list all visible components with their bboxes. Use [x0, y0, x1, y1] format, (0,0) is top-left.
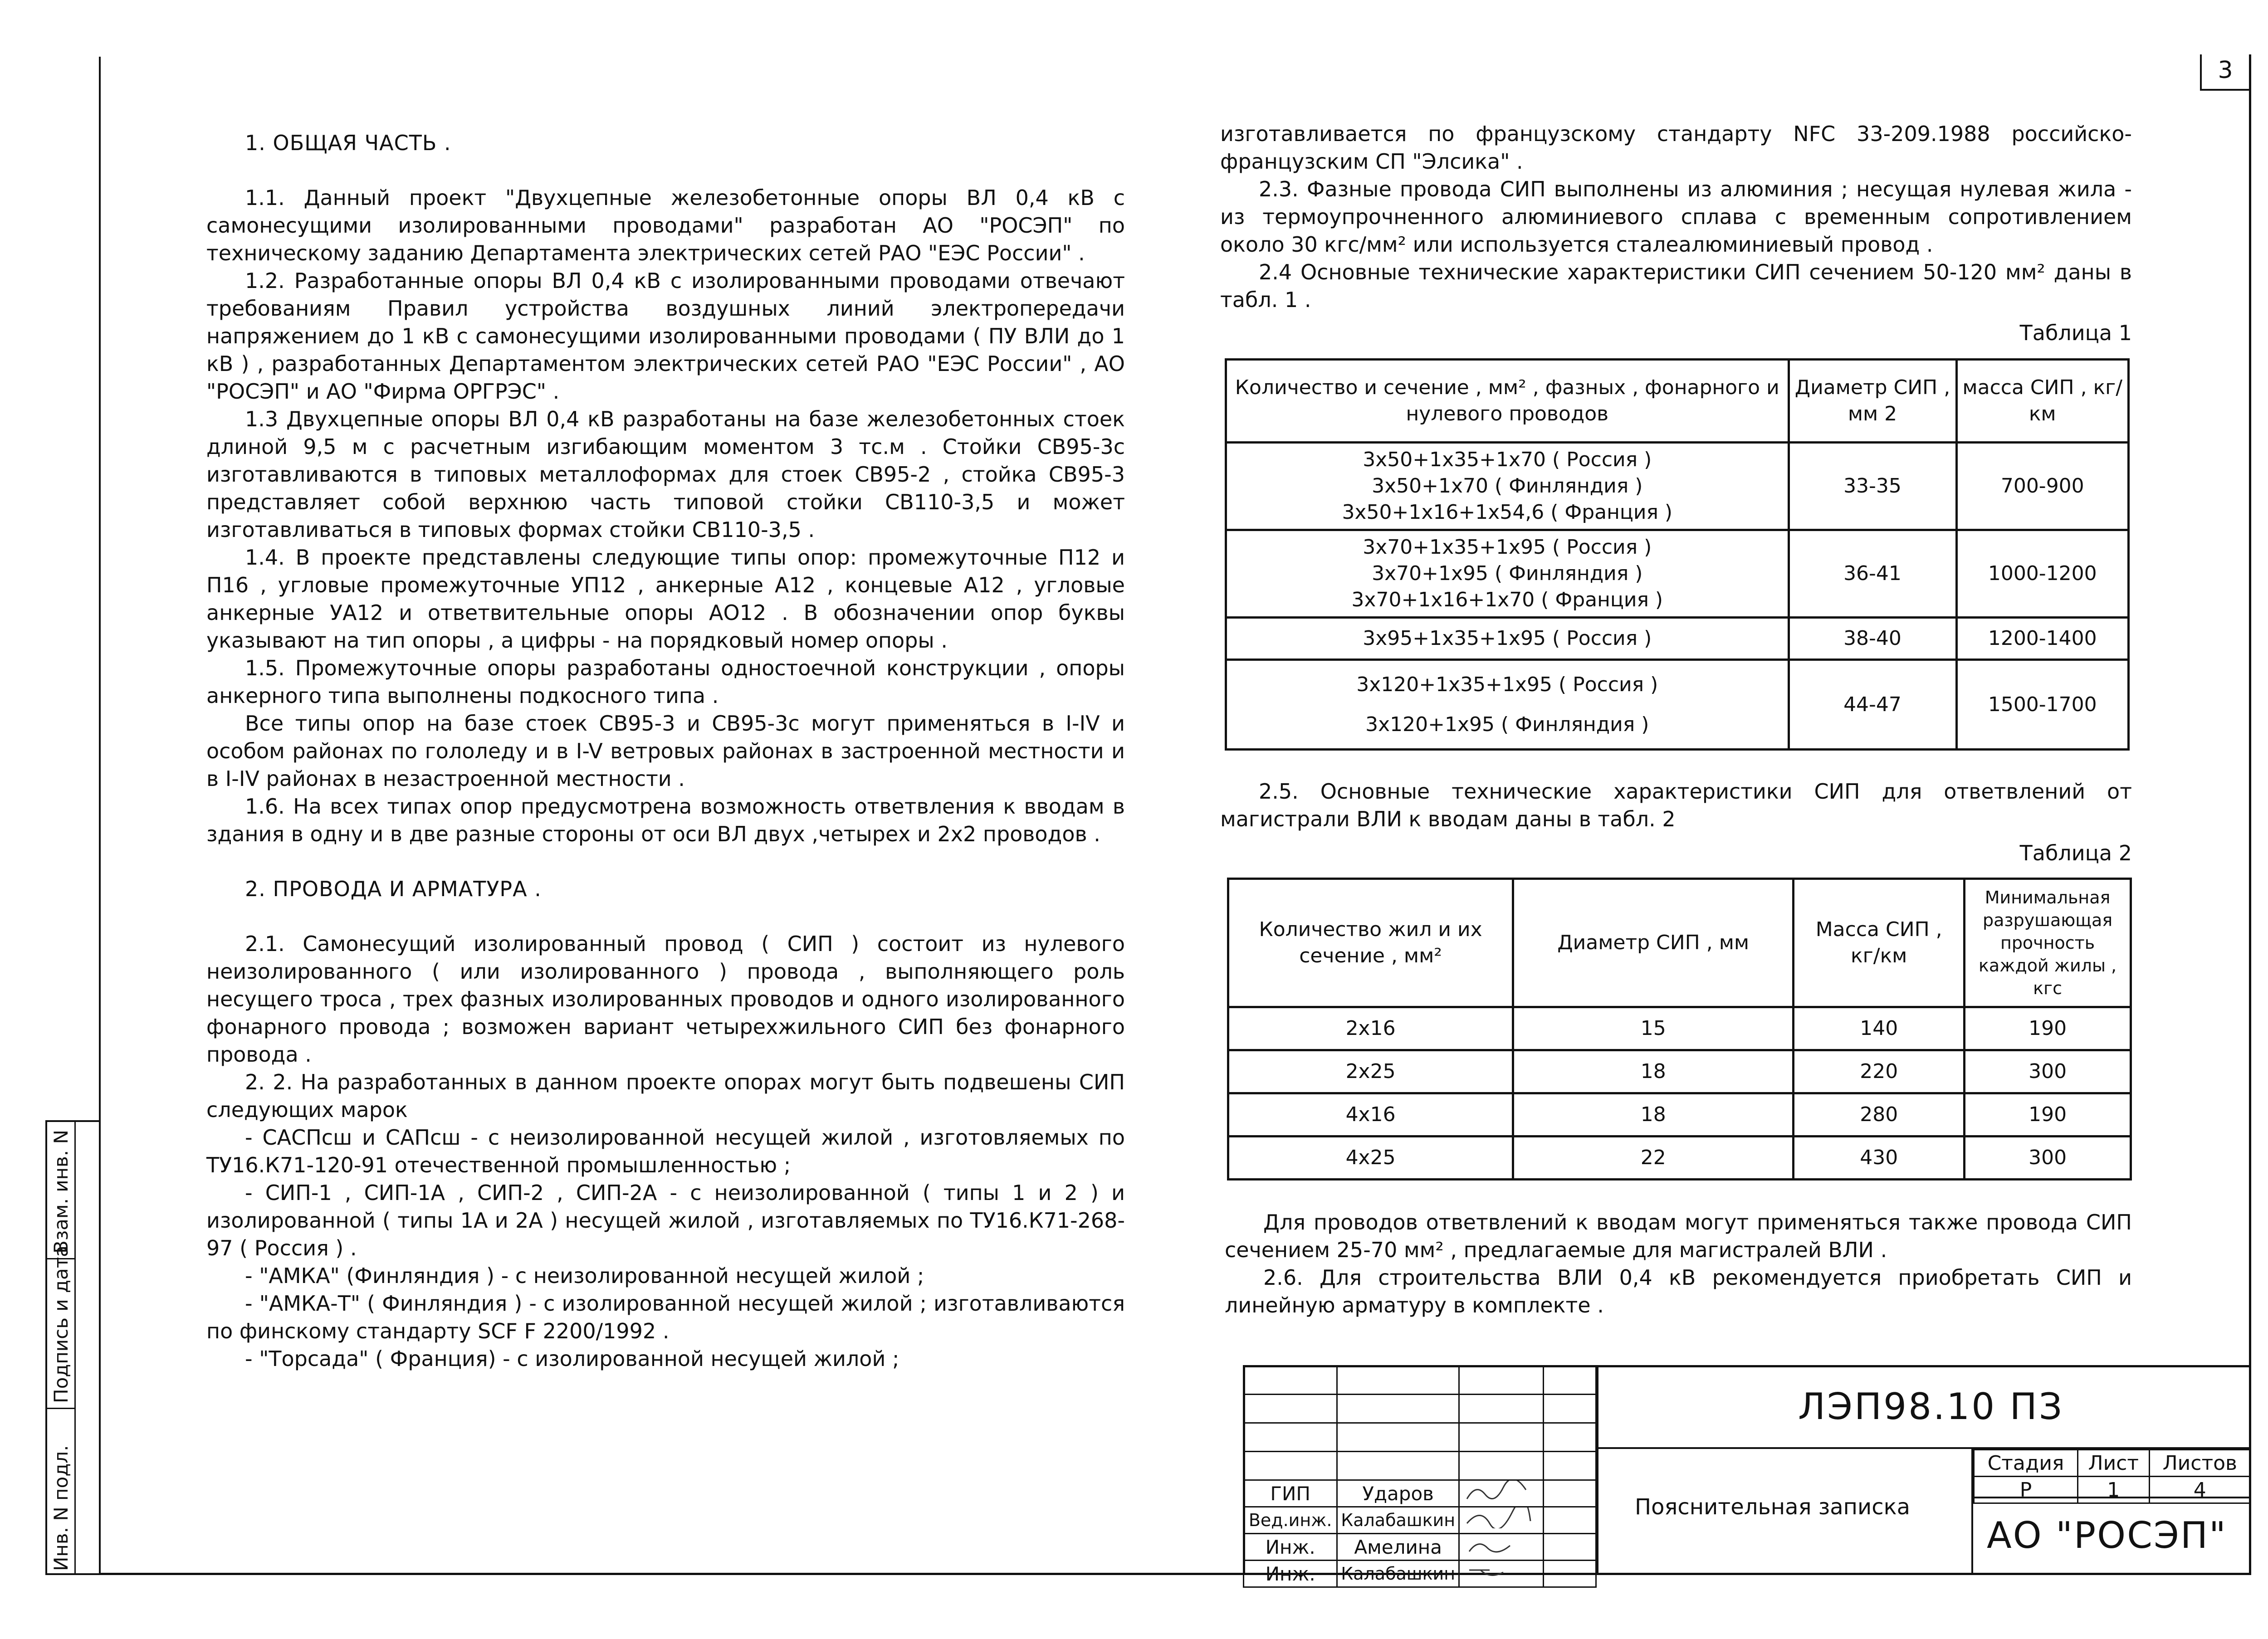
- right-column-middle: [1220, 778, 2132, 867]
- left-side-stamp: [45, 1120, 99, 1575]
- paragraph-1-4: 1.4. В проекте представлены следующие типы опор: промежуточные П12 и П16 , угловые промежуточные УП12 , анкерные А12 , концевые А12 , угловые анкерные УА12 и ответвительные опоры АО12 . В обозначении опор буквы указывают на тип опоры , а цифры - на порядковый номер опоры .: [206, 545, 1125, 653]
- signature-grid-cell: [1244, 1423, 1337, 1452]
- table-1-header-cell: масса СИП , кг/км: [1956, 360, 2129, 443]
- signature-grid-row: [1244, 1366, 1596, 1395]
- table-2-cell: 2x16: [1228, 1007, 1513, 1050]
- organization-cell: [1973, 1497, 2251, 1575]
- table-1-cell: 33-35: [1789, 443, 1956, 530]
- signature-grid-cell: [1544, 1366, 1596, 1395]
- table-2-cell: 430: [1794, 1137, 1965, 1180]
- name-cell: Амелина: [1337, 1534, 1459, 1561]
- stage-header: Стадия: [1974, 1450, 2078, 1477]
- table-2-cell: 190: [1965, 1093, 2131, 1137]
- section-1-title: 1. ОБЩАЯ ЧАСТЬ .: [245, 131, 451, 155]
- signature-image: [1462, 1534, 1535, 1555]
- table-1-cell-line: 3x70+1x16+1x70 ( Франция ): [1351, 588, 1663, 611]
- sheet-info-header-row: [1974, 1450, 2251, 1477]
- signature-grid-cell: [1544, 1395, 1596, 1423]
- table-2-cell: 18: [1513, 1050, 1794, 1093]
- table-1-cell-line: 3x50+1x35+1x70 ( Россия ): [1363, 448, 1652, 471]
- doc-code-cell: [1597, 1365, 2251, 1449]
- paragraph-2-2d: - "АМКА-Т" ( Финляндия ) - с изолированной несущей жилой ; изготавливаются по финскому стандарту SCF F 2200/1992 .: [206, 1291, 1125, 1343]
- table-1-row: [1226, 660, 2129, 750]
- table-2-caption: Таблица 2: [2019, 841, 2132, 865]
- signature-grid-cell: [1459, 1423, 1543, 1452]
- paragraph-2-3: 2.3. Фазные провода СИП выполнены из алюминия ; несущая нулевая жила - из термоупрочненного алюминиевого сплава с временным сопротивлением около 30 кгс/мм² или используется сталеалюминиевый провод .: [1220, 177, 2132, 257]
- left-column: [206, 120, 1125, 1373]
- signature-grid-cell: [1459, 1452, 1543, 1480]
- table-1-cell-line: 3x95+1x35+1x95 ( Россия ): [1363, 627, 1652, 650]
- table-1-cell: 36-41: [1789, 530, 1956, 618]
- table-1-row: [1226, 530, 2129, 618]
- table-1-cell-line: 3x50+1x16+1x54,6 ( Франция ): [1342, 501, 1673, 524]
- table-1: [1225, 358, 2130, 751]
- sheets-value: 4: [2149, 1477, 2250, 1503]
- table-2-row: [1228, 1007, 2131, 1050]
- table-2-cell: 220: [1794, 1050, 1965, 1093]
- signature-grid-cell: [1337, 1366, 1459, 1395]
- signature-image: [1462, 1481, 1535, 1502]
- signature-row: [1244, 1561, 1596, 1587]
- table-1-cell: [1226, 660, 1789, 750]
- paragraph-2-2a: - САСПсш и САПсш - с неизолированной несущей жилой , изготовляемых по ТУ16.К71-120-91 отечественной промышленностью ;: [206, 1125, 1125, 1177]
- signature-grid-cell: [1459, 1395, 1543, 1423]
- table-2-row: [1228, 1093, 2131, 1137]
- table-1-caption: Таблица 1: [2019, 321, 2132, 345]
- table-2-cell: 4x25: [1228, 1137, 1513, 1180]
- table-1-cell: 1500-1700: [1956, 660, 2129, 750]
- date-cell: [1544, 1507, 1596, 1534]
- signature-grid-row: [1244, 1452, 1596, 1480]
- table-2-header-cell: Минимальная разрушающая прочность каждой жилы , кгс: [1965, 879, 2131, 1007]
- stage-value: Р: [1974, 1477, 2078, 1503]
- signature-grid-cell: [1544, 1423, 1596, 1452]
- table-1-cell: [1226, 530, 1789, 618]
- paragraph-1-5b: Все типы опор на базе стоек СВ95-3 и СВ95-3с могут применяться в I-IV и особом районах по гололеду и в I-V ветровых районах в застроенной местности и в I-IV районах в незастроенной местности .: [206, 711, 1125, 791]
- table-2-cell: 300: [1965, 1050, 2131, 1093]
- doc-code: ЛЭП98.10 ПЗ: [1798, 1385, 2064, 1428]
- section-2-title: 2. ПРОВОДА И АРМАТУРА .: [245, 877, 542, 901]
- table-1-cell-line: 3x70+1x95 ( Финляндия ): [1372, 562, 1643, 585]
- frame-left-border: [99, 57, 101, 1574]
- paragraph-2-2b: - СИП-1 , СИП-1А , СИП-2 , СИП-2А - с неизолированной ( типы 1 и 2 ) и изолированной ( типы 1А и 2А ) несущей жилой , изготавляемых по ТУ16.К71-268-97 ( Россия ) .: [206, 1180, 1125, 1260]
- paragraph-2-2e: - "Торсада" ( Франция) - с изолированной несущей жилой ;: [245, 1346, 899, 1371]
- table-1-header-row: [1226, 360, 2129, 443]
- signature-cell: [1459, 1480, 1543, 1507]
- paragraph-1-3: 1.3 Двухцепные опоры ВЛ 0,4 кВ разработаны на базе железобетонных стоек длиной 9,5 м с расчетным изгибающим моментом 3 тс.м . Стойки СВ95-3с изготавливаются в типовых металлоформах для стоек СВ95-2 , стойка СВ95-3 представляет собой верхнюю часть типовой стойки СВ110-3,5 и может изготавливаться в типовых формах стойки СВ110-3,5 .: [206, 407, 1125, 542]
- title-block-signature-grid: [1243, 1365, 1597, 1588]
- table-1-cell: 44-47: [1789, 660, 1956, 750]
- paragraph-1-2: 1.2. Разработанные опоры ВЛ 0,4 кВ с изолированными проводами отвечают требованиям Правил устройства воздушных линий электропередачи напряжением до 1 кВ с самонесущими изолированными проводами ( ПУ ВЛИ до 1 кВ ) , разработанных Департаментом электрических сетей РАО "ЕЭС России" , АО "РОСЭП" и АО "Фирма ОРГРЭС" .: [206, 268, 1125, 404]
- table-1-row: [1226, 618, 2129, 660]
- table-1-header-cell: Количество и сечение , мм² , фазных , фонарного и нулевого проводов: [1226, 360, 1789, 443]
- table-2-header-row: [1228, 879, 2131, 1007]
- signature-image: [1462, 1507, 1535, 1528]
- signature-image: [1462, 1561, 1535, 1582]
- paragraph-branch-wires: Для проводов ответвлений к вводам могут применяться также провода СИП сечением 25-70 мм² , предлагаемые для магистралей ВЛИ .: [1225, 1210, 2132, 1262]
- table-1-cell: 1200-1400: [1956, 618, 2129, 660]
- right-column-top: [1220, 120, 2132, 347]
- paragraph-2-4: 2.4 Основные технические характеристики СИП сечением 50-120 мм² даны в табл. 1 .: [1220, 260, 2132, 312]
- signature-grid-cell: [1459, 1366, 1543, 1395]
- name-cell: Калабашкин: [1337, 1507, 1459, 1534]
- table-2-header-cell: Диаметр СИП , мм: [1513, 879, 1794, 1007]
- table-2-cell: 22: [1513, 1137, 1794, 1180]
- signature-grid-cell: [1337, 1452, 1459, 1480]
- table-1-cell: [1226, 443, 1789, 530]
- paragraph-2-5: 2.5. Основные технические характеристики СИП для ответвлений от магистрали ВЛИ к вводам даны в табл. 2: [1220, 779, 2132, 831]
- table-1-cell-line: 3x120+1x95 ( Финляндия ): [1365, 712, 1649, 736]
- role-cell: ГИП: [1244, 1480, 1337, 1507]
- signature-row: [1244, 1534, 1596, 1561]
- signature-cell: [1459, 1561, 1543, 1587]
- table-2-cell: 15: [1513, 1007, 1794, 1050]
- table-2-row: [1228, 1050, 2131, 1093]
- role-cell: Инж.: [1244, 1534, 1337, 1561]
- table-1-cell-line: 3x120+1x35+1x95 ( Россия ): [1356, 673, 1658, 696]
- table-1-header-cell: Диаметр СИП , мм 2: [1789, 360, 1956, 443]
- signature-cell: [1459, 1534, 1543, 1561]
- table-2-cell: 18: [1513, 1093, 1794, 1137]
- sheet-header: Лист: [2077, 1450, 2149, 1477]
- date-cell: [1544, 1480, 1596, 1507]
- name-cell: Калабашкин: [1337, 1561, 1459, 1587]
- table-2-cell: 190: [1965, 1007, 2131, 1050]
- signature-grid-row: [1244, 1423, 1596, 1452]
- paragraph-1-6: 1.6. На всех типах опор предусмотрена возможность ответвления к вводам в здания в одну и в две разные стороны от оси ВЛ двух ,четырех и 2х2 проводов .: [206, 794, 1125, 846]
- signature-grid-cell: [1337, 1423, 1459, 1452]
- paragraph-2-2c: - "АМКА" (Финляндия ) - с неизолированной несущей жилой ;: [245, 1263, 924, 1288]
- date-cell: [1544, 1534, 1596, 1561]
- doc-title-cell: [1597, 1449, 1973, 1575]
- signature-grid-cell: [1337, 1395, 1459, 1423]
- role-cell: Инж.: [1244, 1561, 1337, 1587]
- signature-grid-cell: [1244, 1366, 1337, 1395]
- signature-row: [1244, 1507, 1596, 1534]
- signature-grid-row: [1244, 1395, 1596, 1423]
- table-2-cell: 280: [1794, 1093, 1965, 1137]
- side-stamp-label: Подпись и дата: [50, 1245, 72, 1403]
- date-cell: [1544, 1561, 1596, 1587]
- paragraph-1-5: 1.5. Промежуточные опоры разработаны одностоечной конструкции , опоры анкерного типа выполнены подкосного типа .: [206, 656, 1125, 708]
- table-1-cell: [1226, 618, 1789, 660]
- signature-cell: [1459, 1507, 1543, 1534]
- table-1-cell-line: 3x70+1x35+1x95 ( Россия ): [1363, 536, 1652, 559]
- table-2-cell: 2x25: [1228, 1050, 1513, 1093]
- signature-row: [1244, 1480, 1596, 1507]
- signature-grid-cell: [1544, 1452, 1596, 1480]
- table-2-header-cell: Масса СИП , кг/км: [1794, 879, 1965, 1007]
- organization-name: АО "РОСЭП": [1987, 1514, 2227, 1556]
- table-1-cell: 1000-1200: [1956, 530, 2129, 618]
- table-2-row: [1228, 1137, 2131, 1180]
- paragraph-2-6: 2.6. Для строительства ВЛИ 0,4 кВ рекомендуется приобретать СИП и линейную арматуру в комплекте .: [1225, 1265, 2132, 1317]
- doc-title: Пояснительная записка: [1635, 1494, 1911, 1520]
- table-2: [1227, 878, 2132, 1180]
- table-2-cell: 4x16: [1228, 1093, 1513, 1137]
- signature-grid-cell: [1244, 1395, 1337, 1423]
- table-1-cell-line: 3x50+1x70 ( Финляндия ): [1372, 474, 1643, 498]
- signature-grid-cell: [1244, 1452, 1337, 1480]
- table-2-cell: 140: [1794, 1007, 1965, 1050]
- frame-right-border: [2249, 54, 2251, 1575]
- right-column-bottom: [1225, 1209, 2132, 1319]
- sheet-info-table: [1973, 1449, 2251, 1504]
- paragraph-2-1: 2.1. Самонесущий изолированный провод ( СИП ) состоит из нулевого неизолированного ( или изолированного ) провода , выполняющего роль несущего троса , трех фазных изолированных проводов и одного изолированного фонарного провода ; возможен вариант четырехжильного СИП без фонарного провода .: [206, 932, 1125, 1067]
- role-cell: Вед.инж.: [1244, 1507, 1337, 1534]
- table-1-cell: 38-40: [1789, 618, 1956, 660]
- side-stamp-label: Взам. инв. N: [50, 1130, 72, 1254]
- table-1-row: [1226, 443, 2129, 530]
- paragraph-2-2: 2. 2. На разработанных в данном проекте опорах могут быть подвешены СИП следующих марок: [206, 1070, 1125, 1122]
- page-number: 3: [2200, 54, 2249, 91]
- name-cell: Ударов: [1337, 1480, 1459, 1507]
- sheets-header: Листов: [2149, 1450, 2250, 1477]
- side-stamp-label: Инв. N подл.: [50, 1445, 72, 1571]
- side-stamp-divider: [47, 1408, 74, 1409]
- table-1-cell: 700-900: [1956, 443, 2129, 530]
- paragraph-continued: изготавливается по французскому стандарту NFC 33-209.1988 российско-французским СП "Элсика" .: [1220, 122, 2132, 174]
- paragraph-1-1: 1.1. Данный проект "Двухцепные железобетонные опоры ВЛ 0,4 кВ с самонесущими изолированными проводами" разработан АО "РОСЭП" по техническому заданию Департамента электрических сетей РАО "ЕЭС России" .: [206, 185, 1125, 265]
- table-2-cell: 300: [1965, 1137, 2131, 1180]
- sheet-value: 1: [2077, 1477, 2149, 1503]
- table-2-header-cell: Количество жил и их сечение , мм²: [1228, 879, 1513, 1007]
